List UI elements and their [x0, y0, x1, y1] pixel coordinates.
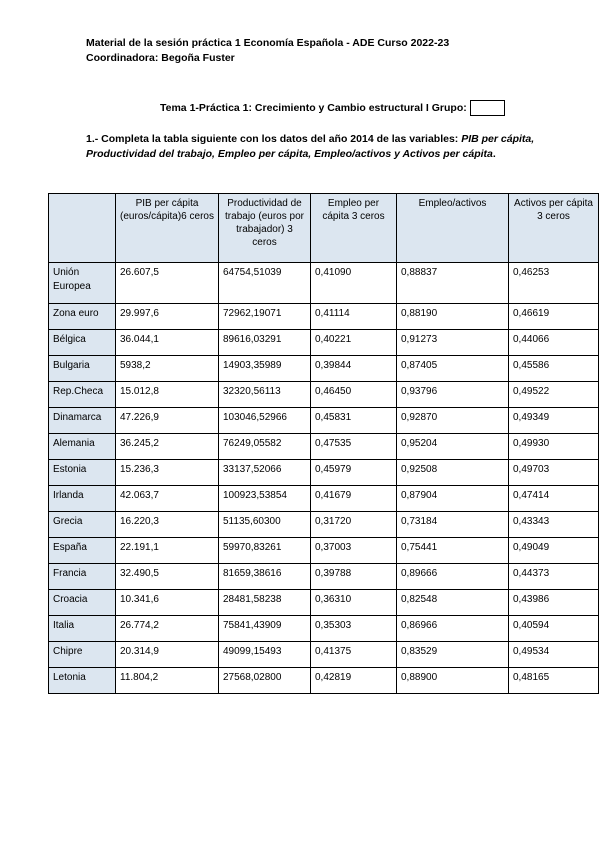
cell-empleo-per-capita: 0,41114 [311, 304, 397, 330]
table-row [49, 642, 599, 668]
cell-empleo-per-capita: 0,39788 [311, 564, 397, 590]
cell-empleo-activos: 0,75441 [397, 538, 509, 564]
cell-empleo-activos: 0,92870 [397, 408, 509, 434]
cell-pib: 16.220,3 [116, 512, 219, 538]
cell-empleo-activos: 0,92508 [397, 460, 509, 486]
cell-empleo-per-capita: 0,31720 [311, 512, 397, 538]
cell-productividad: 49099,15493 [219, 642, 311, 668]
cell-empleo-activos: 0,88190 [397, 304, 509, 330]
cell-empleo-activos: 0,87405 [397, 356, 509, 382]
cell-country: Alemania [49, 434, 116, 460]
table-row [49, 538, 599, 564]
table-row [49, 382, 599, 408]
cell-activos-per-capita: 0,46253 [509, 263, 599, 304]
cell-empleo-per-capita: 0,40221 [311, 330, 397, 356]
cell-country: Unión Europea [49, 263, 116, 304]
cell-country: Bulgaria [49, 356, 116, 382]
cell-activos-per-capita: 0,44066 [509, 330, 599, 356]
cell-country: Francia [49, 564, 116, 590]
header-productividad: Productividad de trabajo (euros por trabajador) 3 ceros [219, 194, 311, 263]
cell-pib: 15.012,8 [116, 382, 219, 408]
document-header [86, 36, 449, 66]
cell-empleo-per-capita: 0,37003 [311, 538, 397, 564]
header-empleo-activos: Empleo/activos [397, 194, 509, 263]
cell-pib: 20.314,9 [116, 642, 219, 668]
cell-productividad: 14903,35989 [219, 356, 311, 382]
cell-pib: 26.607,5 [116, 263, 219, 304]
cell-activos-per-capita: 0,49349 [509, 408, 599, 434]
instruction-paragraph [86, 132, 586, 162]
cell-productividad: 33137,52066 [219, 460, 311, 486]
cell-pib: 36.245,2 [116, 434, 219, 460]
table-row [49, 330, 599, 356]
table-row [49, 304, 599, 330]
table-row [49, 486, 599, 512]
header-activos-per-capita: Activos per cápita 3 ceros [509, 194, 599, 263]
cell-productividad: 28481,58238 [219, 590, 311, 616]
cell-pib: 32.490,5 [116, 564, 219, 590]
cell-empleo-activos: 0,88900 [397, 668, 509, 694]
instruction-prefix: 1.- Completa la tabla siguiente con los datos del año 2014 de las variables: [86, 133, 462, 145]
cell-productividad: 64754,51039 [219, 263, 311, 304]
table-row [49, 356, 599, 382]
cell-pib: 29.997,6 [116, 304, 219, 330]
cell-activos-per-capita: 0,47414 [509, 486, 599, 512]
cell-productividad: 51135,60300 [219, 512, 311, 538]
cell-empleo-activos: 0,82548 [397, 590, 509, 616]
cell-productividad: 100923,53854 [219, 486, 311, 512]
cell-empleo-per-capita: 0,46450 [311, 382, 397, 408]
cell-productividad: 75841,43909 [219, 616, 311, 642]
cell-pib: 15.236,3 [116, 460, 219, 486]
cell-empleo-per-capita: 0,45979 [311, 460, 397, 486]
cell-pib: 22.191,1 [116, 538, 219, 564]
tema-line [160, 100, 505, 116]
cell-productividad: 59970,83261 [219, 538, 311, 564]
cell-empleo-activos: 0,87904 [397, 486, 509, 512]
cell-country: Chipre [49, 642, 116, 668]
cell-activos-per-capita: 0,49930 [509, 434, 599, 460]
cell-country: Rep.Checa [49, 382, 116, 408]
cell-activos-per-capita: 0,43343 [509, 512, 599, 538]
cell-empleo-activos: 0,73184 [397, 512, 509, 538]
cell-activos-per-capita: 0,45586 [509, 356, 599, 382]
cell-activos-per-capita: 0,49049 [509, 538, 599, 564]
cell-activos-per-capita: 0,49703 [509, 460, 599, 486]
instruction-variables: PIB per cápita, Productividad del trabajo, Empleo per cápita, Empleo/activos y Activos per cápita [86, 133, 535, 160]
cell-country: Irlanda [49, 486, 116, 512]
cell-activos-per-capita: 0,49534 [509, 642, 599, 668]
tema-text: Tema 1-Práctica 1: Crecimiento y Cambio estructural I Grupo: [160, 102, 467, 114]
cell-activos-per-capita: 0,49522 [509, 382, 599, 408]
grupo-input-box[interactable] [470, 100, 505, 116]
header-line-2: Coordinadora: Begoña Fuster [86, 52, 235, 64]
instruction-suffix: . [492, 148, 496, 160]
cell-pib: 5938,2 [116, 356, 219, 382]
cell-empleo-per-capita: 0,42819 [311, 668, 397, 694]
data-table [48, 193, 599, 694]
cell-empleo-activos: 0,86966 [397, 616, 509, 642]
cell-empleo-per-capita: 0,36310 [311, 590, 397, 616]
cell-pib: 47.226,9 [116, 408, 219, 434]
cell-empleo-activos: 0,93796 [397, 382, 509, 408]
cell-productividad: 27568,02800 [219, 668, 311, 694]
cell-productividad: 81659,38616 [219, 564, 311, 590]
cell-activos-per-capita: 0,46619 [509, 304, 599, 330]
cell-empleo-activos: 0,95204 [397, 434, 509, 460]
cell-productividad: 72962,19071 [219, 304, 311, 330]
cell-country: Letonia [49, 668, 116, 694]
cell-activos-per-capita: 0,40594 [509, 616, 599, 642]
table-row [49, 263, 599, 304]
cell-productividad: 103046,52966 [219, 408, 311, 434]
cell-productividad: 76249,05582 [219, 434, 311, 460]
cell-empleo-per-capita: 0,35303 [311, 616, 397, 642]
table-row [49, 460, 599, 486]
table-row [49, 434, 599, 460]
cell-activos-per-capita: 0,43986 [509, 590, 599, 616]
cell-country: Estonia [49, 460, 116, 486]
cell-empleo-per-capita: 0,41090 [311, 263, 397, 304]
table-row [49, 616, 599, 642]
cell-country: Dinamarca [49, 408, 116, 434]
cell-country: Bélgica [49, 330, 116, 356]
cell-productividad: 32320,56113 [219, 382, 311, 408]
cell-activos-per-capita: 0,48165 [509, 668, 599, 694]
header-corner-cell [49, 194, 116, 263]
cell-empleo-activos: 0,89666 [397, 564, 509, 590]
table-row [49, 564, 599, 590]
cell-empleo-activos: 0,83529 [397, 642, 509, 668]
cell-empleo-activos: 0,91273 [397, 330, 509, 356]
header-empleo-per-capita: Empleo per cápita 3 ceros [311, 194, 397, 263]
cell-productividad: 89616,03291 [219, 330, 311, 356]
cell-country: Zona euro [49, 304, 116, 330]
cell-pib: 36.044,1 [116, 330, 219, 356]
table-row [49, 590, 599, 616]
table-header-row [49, 194, 599, 263]
table-row [49, 668, 599, 694]
header-pib: PIB per cápita (euros/cápita)6 ceros [116, 194, 219, 263]
cell-country: España [49, 538, 116, 564]
cell-country: Italia [49, 616, 116, 642]
cell-empleo-per-capita: 0,41375 [311, 642, 397, 668]
cell-empleo-activos: 0,88837 [397, 263, 509, 304]
cell-country: Grecia [49, 512, 116, 538]
cell-empleo-per-capita: 0,45831 [311, 408, 397, 434]
cell-country: Croacia [49, 590, 116, 616]
cell-empleo-per-capita: 0,41679 [311, 486, 397, 512]
cell-empleo-per-capita: 0,39844 [311, 356, 397, 382]
table-row [49, 512, 599, 538]
cell-pib: 42.063,7 [116, 486, 219, 512]
header-line-1: Material de la sesión práctica 1 Economía Española - ADE Curso 2022-23 [86, 37, 450, 49]
cell-pib: 10.341,6 [116, 590, 219, 616]
cell-activos-per-capita: 0,44373 [509, 564, 599, 590]
cell-pib: 26.774,2 [116, 616, 219, 642]
cell-pib: 11.804,2 [116, 668, 219, 694]
table-row [49, 408, 599, 434]
cell-empleo-per-capita: 0,47535 [311, 434, 397, 460]
